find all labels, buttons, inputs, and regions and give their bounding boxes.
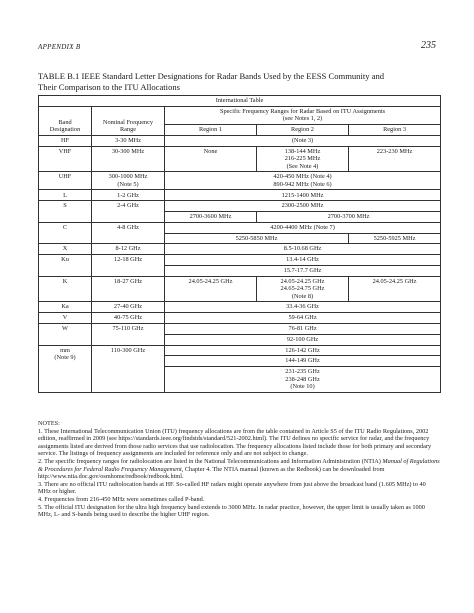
table-row: K 18-27 GHz 24.05-24.25 GHz 24.05-24.25 GHz 24.65-24.75 GHz (Note 8) 24.05-24.25 GHz bbox=[39, 276, 441, 302]
region-2-header: Region 2 bbox=[257, 125, 349, 136]
specific-header: Specific Frequency Ranges for Radar Based on ITU Assignments (see Notes 1, 2) bbox=[165, 106, 441, 124]
table-row: L 1-2 GHz 1215-1400 MHz bbox=[39, 190, 441, 201]
note-3: 3. There are no official ITU radiolocation bands at HF. So-called HF radars might operate anywhere from just above the broadcast band (1.605 MHz) to 40 MHz or higher. bbox=[38, 480, 426, 496]
table-notes bbox=[38, 420, 440, 519]
region-3-header: Region 3 bbox=[349, 125, 441, 136]
notes-title: NOTES: bbox=[38, 420, 60, 427]
caption-line-1: TABLE B.1 IEEE Standard Letter Designations for Radar Bands Used by the EESS Community and bbox=[38, 71, 385, 81]
nominal-header: Nominal Frequency Range bbox=[92, 106, 165, 135]
table-row: UHF 300-1000 MHz (Note 5) 420-450 MHz (Note 4) 890-942 MHz (Note 6) bbox=[39, 172, 441, 190]
table-row: Ka 27-40 GHz 33.4-36 GHz bbox=[39, 302, 441, 313]
note-2: 2. The specific frequency ranges for radiolocation are listed in the National Telecommunications and Information Administration (NTIA) Manual of Regulations & Procedures for Federal Radio Frequency Management, Chapter 4. The NTIA manual (known as the Redbook) can be downloaded from http://www.ntia.doc.gov/osmhome/redbook/redbook.html. bbox=[38, 457, 440, 481]
table-caption bbox=[38, 71, 438, 92]
region-1-header: Region 1 bbox=[165, 125, 257, 136]
table-row: X 8-12 GHz 8.5-10.68 GHz bbox=[39, 244, 441, 255]
table-row: 92-100 GHz bbox=[39, 334, 441, 345]
table-row: 5250-5850 MHz 5250-5925 MHz bbox=[39, 233, 441, 244]
caption-line-2: Their Comparison to the ITU Allocations bbox=[38, 81, 181, 92]
intl-table-heading: International Table bbox=[39, 96, 441, 107]
table-row: VHF 30-300 MHz None 138-144 MHz 216-225 MHz (See Note 4) 223-230 MHz bbox=[39, 146, 441, 172]
table-row: Ku 12-18 GHz 13.4-14 GHz bbox=[39, 255, 441, 266]
table-row: HF 3-30 MHz (Note 3) bbox=[39, 135, 441, 146]
table-row: V 40-75 GHz 59-64 GHz bbox=[39, 313, 441, 324]
note-4: 4. Frequencies from 216-450 MHz were sometimes called P-band. bbox=[38, 495, 205, 503]
appendix-label: APPENDIX B bbox=[38, 43, 81, 51]
table-row bbox=[39, 106, 441, 124]
radar-band-table bbox=[38, 95, 441, 393]
table-row: W 75-110 GHz 76-81 GHz bbox=[39, 323, 441, 334]
table-row bbox=[39, 96, 441, 107]
table-row: 231-235 GHz 238-248 GHz (Note 10) bbox=[39, 367, 441, 393]
table-row: 2700-3600 MHz 2700-3700 MHz bbox=[39, 212, 441, 223]
running-header bbox=[38, 42, 436, 54]
table-row: 15.7-17.7 GHz bbox=[39, 265, 441, 276]
table-row: 144-149 GHz bbox=[39, 356, 441, 367]
note-1: 1. These International Telecommunication Union (ITU) frequency allocations are from the table contained in Article S5 of the ITU Radio Regulations, 2002 edition, reaffirmed in 2009 (see https://standards.ieee.org/findstds/standard/521-2002.html). The ITU defines no specific service for radar, and the frequency assignments listed are derived from those radio services that use radiolocation. The frequency allocations listed include those for both primary and secondary service. The listings of frequency assignments are included for reference only and are not subject to change. bbox=[38, 427, 432, 458]
band-header: Band Designation bbox=[39, 106, 92, 135]
table-row: C 4-8 GHz 4200-4400 MHz (Note 7) bbox=[39, 222, 441, 233]
table-row: S 2-4 GHz 2300-2500 MHz bbox=[39, 201, 441, 212]
page-number: 235 bbox=[421, 40, 436, 51]
note-5: 5. The official ITU designation for the ultra high frequency band extends to 3000 MHz. In radar practice, however, the upper limit is usually taken as 1000 MHz, L- and S-bands being used to describe the higher UHF region. bbox=[38, 503, 425, 519]
table-row: mm (Note 9) 110-300 GHz 126-142 GHz bbox=[39, 345, 441, 356]
